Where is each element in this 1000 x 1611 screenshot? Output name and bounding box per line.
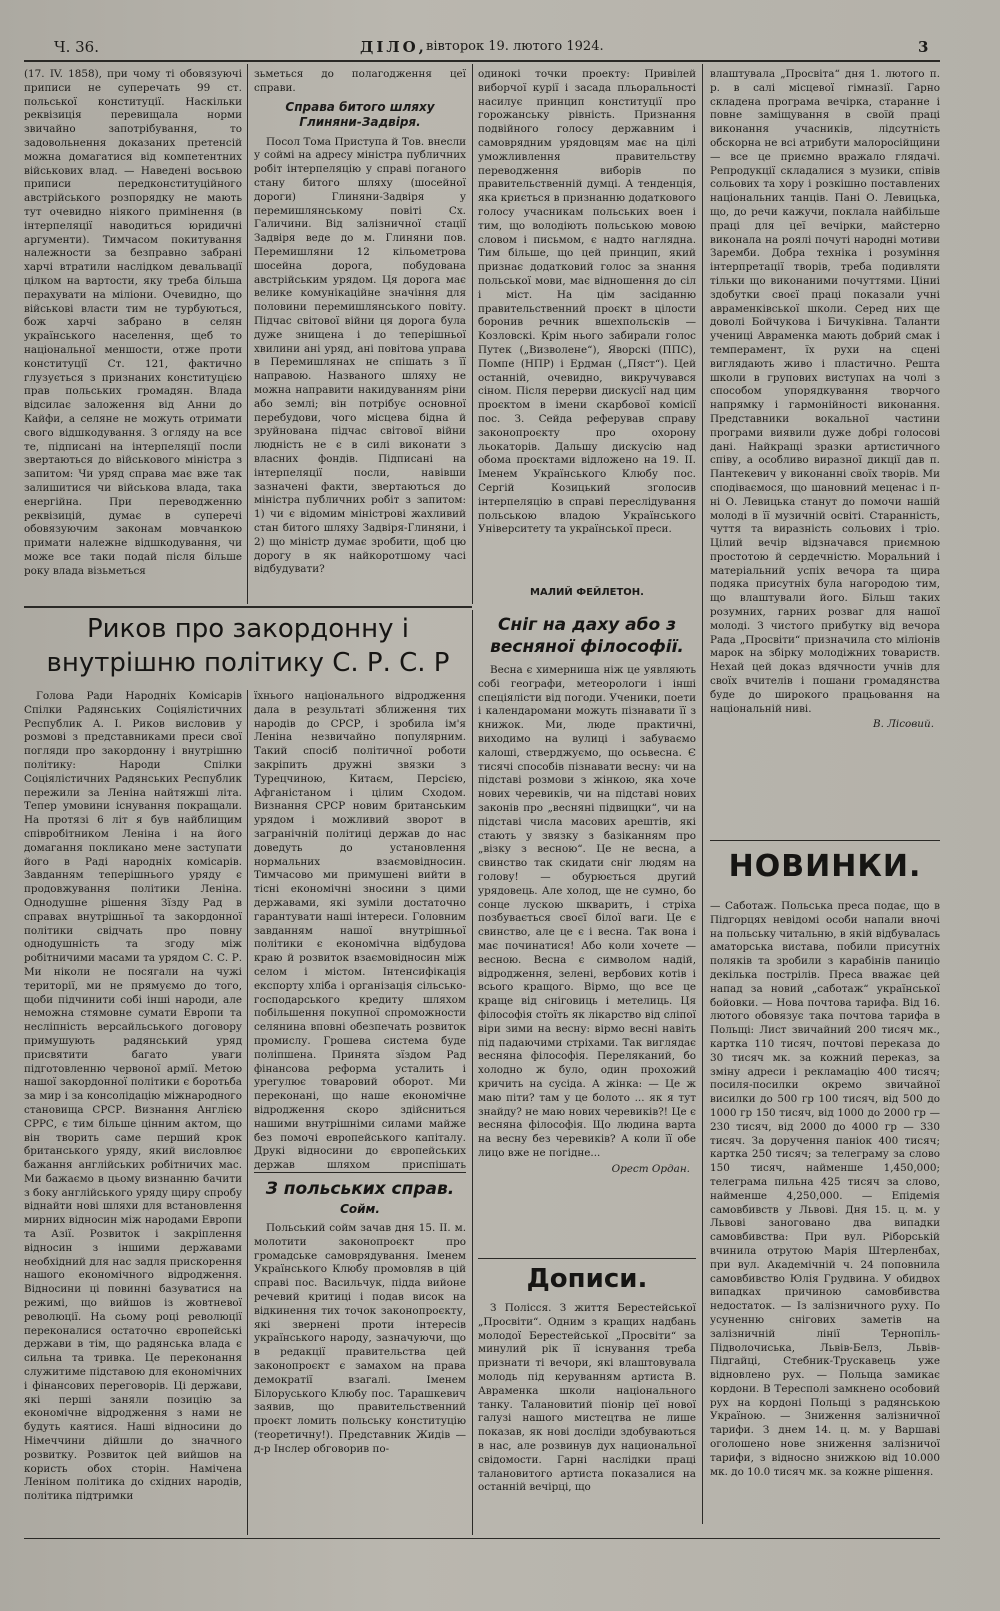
section-rule bbox=[254, 1172, 466, 1173]
heading-polish-affairs: З польських справ. bbox=[265, 1179, 455, 1199]
masthead-title: ДІЛО, bbox=[360, 38, 427, 56]
article-text: влаштувала „Просвіта“ дня 1. лютого п. р. в салі місцевої гімназії. Гарно складена програма вечірка, старанне і повне заміщування в своїй праці виконання учасників, лідсутність обскорна не всі атрибути малоросійщини — все це приємно вражало глядачі. Репродукції складалися з музики, співів сольових та хору і розкішно поставлених національних танців. Пані О. Левицька, що, до речи кажучи, поклала найбільше праці для цеї вечірки, майстерно виконала на роялі почуті народні мотиви Заремби. Добра техніка і розуміння інтерпретації творів, треба подивляти тільки що виконаними почуттями. Ціниі здобутки своєї праці показали учні авраменківської школи. Серед них ще доволі Бойчукова і Бичуківна. Таланти учениці Авраменка мають добрий смак і темперамент, їх рухи на сцені виглядають живо і пластично. Решта школи в групових виступах на чолі з способом упорядкування творчого напрямку і гармонійності виконання. Представники вокальної частини програми виявили дуже добрі голосові дані. Найкращі зразки артистичного співу, а особливо виразної дикції дав п. Пантекевич у виконанні своїх творів. Ми сподіваємося, що шановний меценас і п-ні О. Левицька станут до помочи нашій молоді в її музичній освіті. Старанність, чуття та виразність сольових і тріо. Цілий вечір відзначався приємною простотою й сердечністю. Моральний і матеріальний успіх вечора та щира подяка присутніх була нагородою тим, що влаштували його. Більш таких розумних, гарних розваг для нашої молоді. З чистого прибутку від вечора Рада „Просвіти“ призначила сто міліонів марок на збірку молодіжних товариств. Нехай цей доказ вдячности учнів для своїх вчителів і пошани громадянства буде до широкого працьовання на національній ниві. bbox=[710, 68, 940, 715]
headline-dopysy: Дописи. bbox=[526, 1264, 648, 1294]
heading-snow-feuilleton: Сніг на даху або з весняної філософії. bbox=[490, 615, 684, 657]
article-text: — Саботаж. Польська преса подає, що в Підгорцях невідомі особи напали вночі на польську читальню, в якій відбувалась аматорська вистава, побили присутніх поляків та зробили з карабінів паниціо декілька пострілів. Преса вважає цей напад за новий „саботаж“ української бойовки. — Нова почтова тарифа. Від 16. лютого обовязує така почтова тарифа в Польщі: Лист звичайний 200 тисяч мк., картка 110 тисяч, почтові переказа до 30 тисяч мк. за кожний переказ, за зміну адреси і рекламацію 400 тисяч; посиля-посилки окремо звичайної висилки до 500 гр 100 тисяч, від 500 до 1000 гр 150 тисяч, від 1000 до 2000 гр — 230 тисяч, від 2000 до 4000 гр — 330 тисяч. За доручення паніок 400 тисяч; картка 250 тисяч; за телеграму за слово 150 тисяч, найменше 1,450,000; телеграма пильна 425 тисяч за слово, найменше 4,250,000. — Епідемія самовбивств у Львові. Дня 15. ц. м. у Львові заноговано два випадки самовбивства: При вул. Ріборській вчинила отрутою Марія Штерленбах, при вул. Академічній ч. 24 поповнила самовбивство Юлія Грудвина. У обидвох випадках причиною самовбивства недостаток. — Із залізничного руху. По усуненню снігових заметів на залізничній лінії Тернопіль-Підволочиська, Львів-Белз, Львів-Підгайці, Стебник-Трускавець уже відновлено рух. — Польща замикає кордони. В Тересполі замкнено особовий рух на кордоні Польщі з радянською Україною. — Зниження залізничної тарифи. З днем 14. ц. м. у Варшаві оголошено нове зниження залізничої тарифи, з відносно знижкою від 10.000 мк. до 10.0 тисяч мк. за кожне рішення. bbox=[710, 900, 940, 1478]
article-author: Орест Ордан. bbox=[611, 1162, 690, 1175]
section-rule bbox=[710, 840, 940, 841]
headline-rykov: Риков про закордонну і внутрішню політику С. Р. С. Р bbox=[46, 614, 450, 678]
article-text: Польський сойм зачав дня 15. II. м. молотити законопроєкт про громадське самоврядування. Іменем Українського Клюбу промовляв в цій справі пос. Васильчук, підда вийоне речевий критиці і подав висок на відкинення тих точок законопроєкту, які звернені проти інтересів українського народу, зазначуючи, що в редакції правительства цей законопроєкт є замахом на права демократії взагалі. Іменем Білоруського Клюбу пос. Тарашкевич заявив, що правительственний проєкт ломить польську конституцію (теоретичну!). Представник Жидів — д-р Інслер обговорив по- bbox=[254, 1222, 466, 1455]
article-sejm-cont bbox=[478, 68, 696, 578]
headline-novynky: НОВИНКИ. bbox=[728, 849, 922, 884]
section-rule bbox=[24, 606, 472, 608]
article-text: Голова Ради Народніх Комісарів Спілки Радянських Соціялістичних Республик А. І. Риков висловив у розмові з представниками преси свої погляди про закордонну і внутрішню політику: Народи Спілки Соціялістичних Радянських Республик пережили за Леніна найтяжші літа. Тепер умовини існування покращали. На протязі 6 літ я був найблищим співробітником Леніна і на його домагання покликано мене заступати його в Раді народніх комісарів. Завданням теперішнього уряду є продовжування політики Леніна. Однодушне рішення Зїзду Рад в справах внутрішньої та закордонної політики свідчать про повну однодушність та згоду між робітничими масами та урядом С. С. Р. Ми ніколи не посягали на чужі території, ми не прямуємо до того, щоби підчинити собі інші народи, але неможна стямовне сумати Европи та несліпність версайльського договору примушують радянський уряд присвятити багато уваги підготовленню червоної армії. Метою нашої закордонної політики є боротьба за мир і за консолідацію міжнародного становища СРСР. Визнання Англією СРРС, є тим більше цінним актом, що він творить саме перший крок британського уряду, який висловлює бажання англійських робітничих мас. Ми бажаємо в цьому визнанню бачити з боку англійського уряду щиру спробу віднайти нові шляхи для встановлення мирних відносин між народами Европи та Азії. Розвиток і закріплення відносин з іншими державами необхідний для нас задля прискорення нашого економічного відродження. Відносини ці повинні базуватися на режимі, що вийшов із жовтневої революції. На сьому році революції переконалися остаточно європейські держави в тім, що радянська влада є сильна та тривка. Це переконання служитиме підставою для економічних і фінансових переговорів. Ці держави, які перші заняли позицію за економічне відродження з нами не будуть каятися. Наші відносини до Німеччини дійшли до значного розвитку. Розвиток цей вийшов на користь обох сторін. Намічена Леніном політика до східних народів, політика підтримки bbox=[24, 690, 242, 1503]
page-number: 3 bbox=[918, 38, 929, 56]
article-text: Весна є химерниша ніж це уявляють собі географи, метеорологи і інші спеціялісти від погоди. Ученики, поети і календаромани можуть пізнавати її з книжок. Ми, люде практичні, виходимо на вулиці і забуваємо калоші, стверджуємо, що осьвесна. Є тисячі способів пізнавати весну: чи на підставі розмови з жінкою, яка хоче нових черевиків, чи на підставі нових законів про „весняні підвищки“, чи на підставі числа масових арештів, які стають у звязку з базіканням про „візку з весною“. Це не весна, а свинство так скидати сніг людям на голову! — обурюється другий урядовець. Але холод, ще не сумно, бо сонце лускою шкварить, і стріха позбувається своєї білої ваги. Це є свинство, але це є і весна. Так вона і має починатися! Або коли хочете — весною. Весна є символом надій, відродження, зелені, вербових котів і всього кращого. Вірмо, що все це краще від сніговиць і метелиць. Ця філософія стоїть як лікарство від сліпої віри зими на весну: вірмо весні навіть під падаючими стріхами. Так виглядає весняна філософія. Переляканий, бо холодно ж було, один прохожий кричить на сусіда. А жінка: — Це ж маю піти? там у це болото ... як я тут знайду? не маю нових черевиків?! Це є весняна філософія. Що людина варта на весну без черевиків? А коли її обе лицо вже не погідне... bbox=[478, 664, 696, 1159]
subheading-sejm: Сойм. bbox=[340, 1202, 380, 1216]
article-rykov-col1 bbox=[24, 690, 242, 1535]
header-rule bbox=[24, 60, 940, 62]
article-news bbox=[710, 900, 940, 1534]
bottom-rule bbox=[24, 1538, 940, 1539]
column-rule bbox=[472, 64, 473, 604]
feuilleton-label: МАЛИЙ ФЕЙЛЕТОН. bbox=[530, 587, 644, 598]
article-rykov-col2 bbox=[254, 690, 466, 1170]
page-part-label: Ч. 36. bbox=[54, 38, 99, 56]
article-heading: Справа битого шляху Глиняни-Задвіря. bbox=[285, 99, 435, 129]
article-text: З Полісся. З життя Берестейської „Просвіти“. Одним з кращих надбань молодої Берестейської „Просвіти“ за минулий рік її існування треба признати ті вечори, які влаштовувала молодь під керуванням артиста В. Авраменка школи національного танку. Талановитий піонір цеї нової галузі нашого мистецтва не лише показав, як нові досліди здобуваються в нас, але розвинув дух национальної свідомости. Гарні наслідки праці талановитого артиста показалися на останній вечірці, що bbox=[478, 1302, 696, 1494]
column-rule bbox=[247, 64, 248, 604]
article-author: В. Лісовий. bbox=[872, 718, 934, 731]
article-prosvita-evening bbox=[710, 68, 940, 828]
article-text: їхнього національного відродження дала в результаті зближення тих народів до СРСР, і зробила ім'я Леніна незвичайно популярним. Такий спосіб політичної роботи закріпить дружні звязки з Турецчиною, Китаєм, Персією, Афганістаном і цілим Сходом. Визнання СРСР новим британським урядом і можливий зворот в загранічній політиці держав до нас доведуть до установлення нормальних взаємовідносин. Тимчасово ми примушені вийти в тісні економічні зносини з цими державами, які зуміли достаточно гарантувати наші інтереси. Головним завданням нашої внутрішньої політики є економічна відбудова краю й розвиток взаємовідносин між селом і містом. Інтенсифікація експорту хліба і організація сільсько-господарського кредиту шляхом побільшення покупної спроможности селянина вповні обезпечать розвиток промислу. Грошева система буде поліпшена. Принята зїздом Рад фінансова реформа усталить і урегулює товаровий оборот. Ми переконані, що наше економічне відродження скоро здійсниться нашими внутрішніми силами майже без помочі европейського капіталу. Друкі відносини до європейських держав шляхом приспішать bbox=[254, 690, 466, 1170]
article-dopysy bbox=[478, 1302, 696, 1534]
page-header bbox=[48, 38, 948, 60]
article-polish-sejm bbox=[254, 1222, 466, 1535]
article-text: зьметься до полагодження цеї справи. bbox=[254, 68, 466, 94]
column-rule bbox=[472, 610, 473, 1535]
section-rule bbox=[478, 1258, 696, 1259]
article-text: Посол Тома Приступа й Тов. внесли у соймі на адресу міністра публичних робіт інтерпеляцію у справі поганого стану битого шляху (шосейної дороги) Глиняни-Задвіря у перемишлянському повіті Сх. Галичини. Від залізничної стації Задвіря веде до м. Глиняни пов. Перемишляни 12 кільометрова шосейна дорога, побудована австрійським урядом. Ця дорога має велике комунікаційне значіння для половини перемишлянського повіту. Підчас світової війни ця дорога була дуже знищена і до теперішньої хвилини ані уряд, ані повітова управа в Перемишлянах не спішать з її направою. Названого шляху не можна направити накидуванням ріни або землі; він потрібує основної перебудови, чого місцева бідна й зруйнована підчас світової війни людність не є в силі виконати з власних фондів. Підписані на інтерпеляції посли, навівши зазначені факти, звертаються до міністра публичних робіт з запитом: 1) чи є відомим міністрові жахливий стан битого шляху Задвіря-Глиняни, і 2) що міністр думає зробити, щоб цю дорогу в як найкоротшому часі відбудувати? bbox=[254, 135, 466, 576]
article-snow bbox=[478, 664, 696, 1254]
article-text: одинокі точки проекту: Привілей виборчої курії і засада пльоральності насилує принцип конституції про горожанську рівність. Признання подвійного голосу державним і самоврядним урядовцям має на цілі уможливлення правительству переводження виборів по правительственній думці. А тенденція, яка криється в признанню додаткового голосу учасникам польських воен і тим, що володіють польською мовою словом і письмом, є надто наглядна. Тим більше, що цей принцип, який признає додатковий голос за знання польської мови, має відношення до сіл і міст. На цім засіданню правительственний проєкт в цілости боронив речник вшехпольсків — Козловскі. Крім нього забирали голос Путек („Визволене“), Яворскі (ППС), Помпе (НПР) і Ердман („Пяст“). Цей останній, очевидно, викручувався сіном. Після перерви дискусії над цим проєктом в імени скарбової комісії пос. З. Сейда реферував справу законопроєкту про охорону льокаторів. Дальшу дискусію над обома проєктами відложено на 19. II. Іменем Українського Клюбу пос. Сергій Козицький зголосив інтерпеляцію в справі переслідування польською владою Українського Університету та української преси. bbox=[478, 68, 696, 536]
article-text: (17. IV. 1858), при чому ті обовязуючі приписи не суперечать 99 ст. польської конституції. Наскільки реквізиція перевищала норми звичайно запотрібування, то задовольнення доказаних претенсій можна домагатися від компетентних військових влад. — Наведені восьвою приписи передконституційного австрійського розпорядку не мають тут очевидно ніякого примінення (в інтерпеляції наводиться юридичні аргументи). Тимчасом покитування належности за безправно забрані харчі втратили наслідком девальвації цілком на вартости, яку треба більша перахувати на міліони. Очевидно, що військові власти тим не турбуються, бож харчі забрано в селян українського населення, щеб то національної меншости, отже проти конституції Ст. 121, фактично глузується з признаних конституцією прав польських громадян. Влада відсилає заложення від Анни до Кайфи, а селяне не можуть отримати свого відшкодування. З огляду на все те, підписані на інтерпеляції посли звертаються до військового міністра з запитом: Чи уряд справа має вже так залишитися чи військова влада, така енергійна. При переводженню реквізицій, думає в суперечі обовязуючим законам мовчанкою примати належне відшкодування, чи може все таки подай після більше року влада візьметься bbox=[24, 68, 242, 577]
issue-date: вівторок 19. лютого 1924. bbox=[426, 39, 604, 54]
article-requisition-cont bbox=[24, 68, 242, 603]
column-rule bbox=[702, 64, 703, 1524]
column-rule bbox=[247, 690, 248, 1535]
article-glinyany bbox=[254, 68, 466, 603]
